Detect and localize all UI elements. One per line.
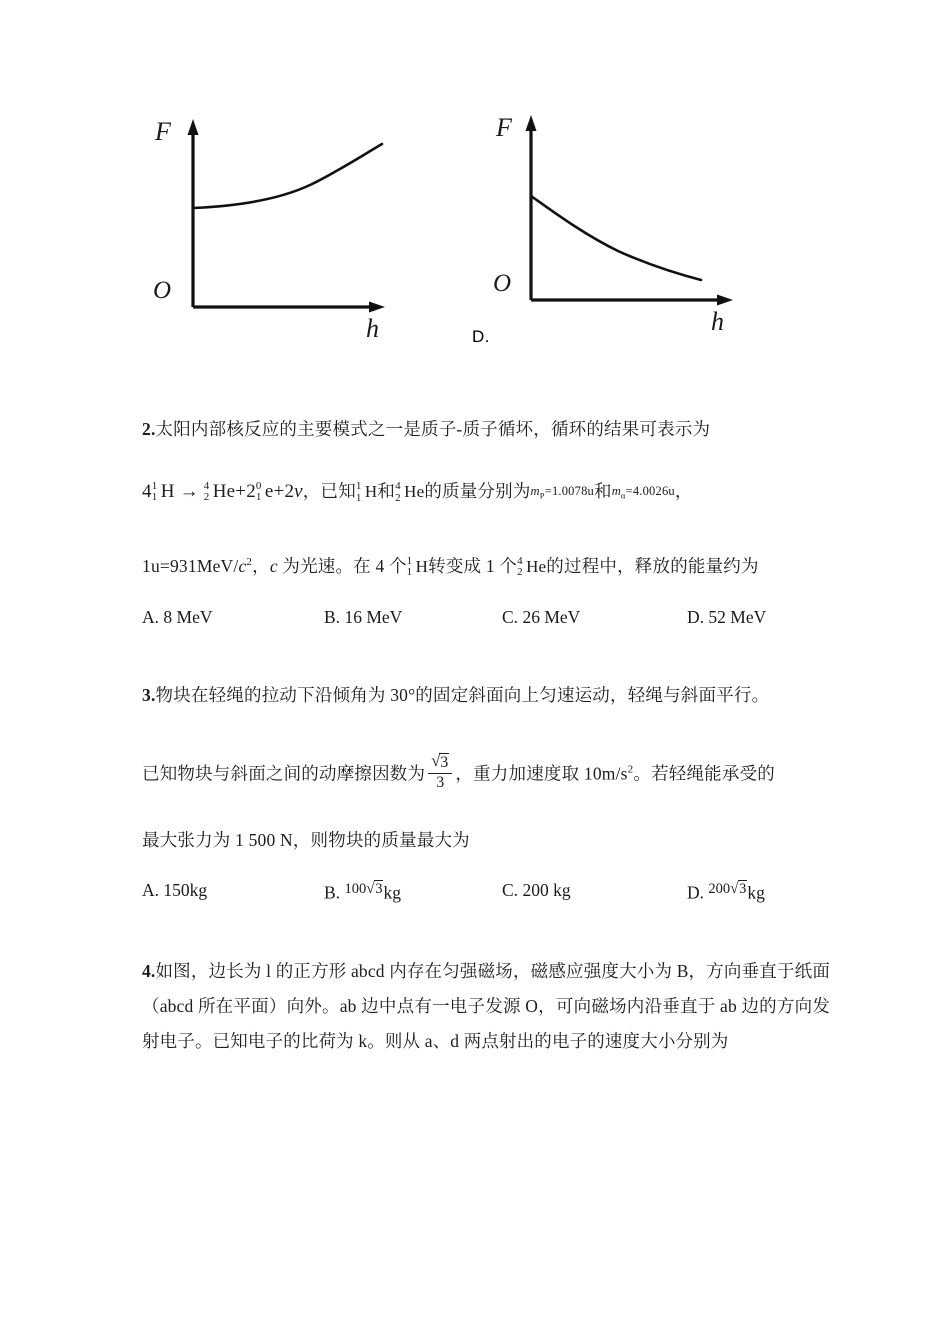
fraction-numerator: [428, 753, 452, 774]
coefficient: 200: [708, 881, 731, 898]
q3-friction-text: 已知物块与斜面之间的动摩擦因数为: [142, 763, 426, 784]
option-unit: kg: [383, 882, 401, 903]
figure-right-f-h-graph: [493, 95, 773, 365]
nuclide-h3-indices: [406, 554, 416, 579]
q3-option-a[interactable]: [142, 880, 207, 901]
q3-unit-exponent: 2: [627, 763, 634, 776]
q2-line-3: [142, 552, 832, 581]
atomic-number: 2: [203, 491, 210, 504]
q2-option-c[interactable]: [502, 607, 580, 628]
option-value: 52 MeV: [708, 606, 767, 627]
q2-equation-line: [142, 477, 832, 508]
option-label: B.: [324, 882, 341, 903]
f-h-graph-increasing-svg: [145, 95, 425, 365]
q2-option-d[interactable]: [687, 607, 766, 628]
q2-number: 2.: [142, 419, 156, 439]
atomic-number: 1: [406, 566, 413, 579]
q2-release-text: 的过程中，释放的能量约为: [546, 556, 759, 577]
q3-line-1-text: 物块在轻绳的拉动下沿倾角为 30°的固定斜面向上匀速运动，轻绳与斜面平行。: [155, 684, 770, 705]
option-label: B.: [324, 606, 341, 627]
y-axis-arrow: [188, 119, 199, 135]
q3-option-b[interactable]: [324, 880, 401, 904]
atomic-number: 1: [355, 491, 362, 504]
eq-h-symbol: H: [160, 481, 175, 503]
q2-light-speed-text: 为光速。在 4 个: [277, 556, 407, 577]
q3-line-3: 最大张力为 1 500 N，则物块的质量最大为: [142, 829, 470, 850]
q2-convert-text: 转变成 1 个: [428, 556, 518, 577]
mass-proton-value: =1.0078u: [544, 483, 594, 498]
atomic-number: 2: [517, 566, 523, 579]
option-label: A.: [142, 606, 160, 627]
known-he-symbol: He: [404, 482, 425, 502]
and-text-2: 和: [593, 481, 612, 502]
x-axis-label: h: [711, 307, 724, 336]
mass-alpha-symbol: m: [611, 483, 621, 498]
f-h-graph-decreasing-svg: [493, 95, 773, 365]
mass-number: 1: [355, 480, 362, 493]
q3-line-1: [142, 681, 832, 709]
atomic-number: 2: [395, 491, 401, 504]
q2-c-symbol: c: [238, 556, 247, 577]
sqrt-icon: [366, 880, 383, 898]
mass-alpha-subscript: α: [620, 490, 626, 501]
mass-number: 4: [517, 554, 523, 567]
q2-option-a[interactable]: [142, 607, 212, 628]
x-axis-label: h: [366, 314, 379, 343]
curve-decreasing: [531, 196, 701, 280]
option-unit: kg: [747, 882, 765, 903]
eq-neutrino: v: [294, 481, 303, 503]
and-text: 和: [377, 481, 396, 502]
q3-number: 3.: [142, 684, 156, 705]
mass-alpha-value: =4.0026u: [625, 483, 675, 498]
mass-number: 4: [203, 479, 210, 492]
known-text: 已知: [320, 481, 356, 502]
figures-row: [0, 95, 950, 380]
y-axis-label: F: [155, 117, 171, 146]
nuclide-he2-indices: [395, 480, 404, 504]
option-value: 200 kg: [522, 880, 571, 901]
option-d-label: D.: [472, 327, 490, 346]
option-label: A.: [142, 880, 160, 901]
q2-options: [142, 607, 832, 637]
mass-proton-subscript: P: [539, 490, 545, 501]
curve-increasing: [193, 144, 382, 208]
sqrt-icon: [730, 880, 747, 898]
x-axis-arrow: [369, 302, 385, 313]
radicand: 3: [375, 881, 383, 898]
q3-option-d[interactable]: [687, 880, 765, 904]
q2-c-exponent: 2: [246, 556, 253, 569]
nuclide-e-indices: [255, 479, 265, 504]
coefficient: 100: [344, 881, 367, 898]
eq-comma: ，: [302, 481, 321, 502]
question-3: [142, 681, 832, 911]
option-label: D.: [687, 882, 705, 903]
q3-options: [142, 880, 832, 910]
tail-comma: ，: [674, 481, 693, 502]
q2-option-b[interactable]: [324, 607, 402, 628]
nuclide-h-indices: [151, 479, 161, 504]
mass-number: 1: [151, 479, 158, 492]
q2-unit-text: 1u=931MeV/: [142, 556, 239, 577]
question-4: [142, 954, 832, 1059]
option-label: C.: [502, 606, 519, 627]
nuclide-he-indices: [203, 479, 213, 504]
mass-number: 1: [406, 554, 413, 567]
atomic-number: 1: [151, 491, 158, 504]
q4-paragraph: [142, 954, 830, 1059]
mass-number: 4: [395, 480, 401, 493]
mass-proton-symbol: m: [530, 483, 540, 498]
nuclide-he3-indices: [517, 554, 526, 579]
q4-text: 如图，边长为 l 的正方形 abcd 内存在匀强磁场，磁感应强度大小为 B，方向垂直于纸面（abcd 所在平面）向外。ab 边中点有一电子发源 O，可向磁场内沿垂直于 ab 边的方向发射电子。已知电子的比荷为 k。则从 a、d 两点射出的电子的速度大小分别为: [142, 961, 830, 1052]
sqrt-icon: [431, 753, 449, 772]
question-2: [142, 415, 832, 637]
q2-c-symbol-2: c: [269, 556, 278, 577]
q2-line-1: [142, 415, 832, 443]
mass-alpha: [611, 483, 675, 501]
eq-e-symbol: e+2: [264, 481, 295, 503]
q2-line-1-text: 太阳内部核反应的主要模式之一是质子-质子循坏，循环的结果可表示为: [155, 419, 711, 439]
x-axis-arrow: [717, 295, 733, 306]
eq-he-symbol: He+2: [212, 481, 256, 503]
option-value: 26 MeV: [522, 606, 581, 627]
y-axis-label: F: [496, 113, 512, 142]
atomic-number: 1: [255, 491, 262, 504]
eq-coef: 4: [142, 481, 152, 503]
origin-label: O: [153, 277, 172, 304]
q2-comma: ，: [252, 556, 270, 577]
l3-he-symbol: He: [526, 557, 547, 577]
document-body: [142, 415, 832, 1059]
q3-option-c[interactable]: [502, 880, 571, 901]
option-label: C.: [502, 880, 519, 901]
nuclide-h2-indices: [355, 480, 365, 504]
origin-label: O: [493, 270, 512, 297]
radicand: 3: [440, 753, 449, 771]
mass-text: 的质量分别为: [424, 481, 531, 502]
option-value: [344, 881, 383, 897]
option-value: [708, 881, 747, 897]
friction-coefficient-fraction: [428, 753, 452, 792]
fraction-denominator: 3: [436, 773, 445, 791]
q3-line-2: [142, 753, 832, 792]
figure-left-f-h-graph: [145, 95, 425, 365]
option-label: D.: [687, 606, 705, 627]
q3-gravity-text: ，重力加速度取 10m/s: [455, 763, 628, 784]
option-value: 8 MeV: [163, 606, 213, 627]
known-h-symbol: H: [364, 482, 378, 502]
q3-rope-text: 。若轻绳能承受的: [633, 763, 775, 784]
y-axis-arrow: [526, 115, 537, 131]
radicand: 3: [739, 881, 747, 898]
mass-proton: [530, 483, 594, 501]
l3-h-symbol: H: [415, 557, 429, 577]
option-value: 150kg: [163, 880, 208, 901]
q4-number: 4.: [142, 961, 156, 982]
option-value: 16 MeV: [344, 606, 403, 627]
mass-number: 0: [255, 479, 262, 492]
eq-arrow: →: [179, 481, 199, 503]
